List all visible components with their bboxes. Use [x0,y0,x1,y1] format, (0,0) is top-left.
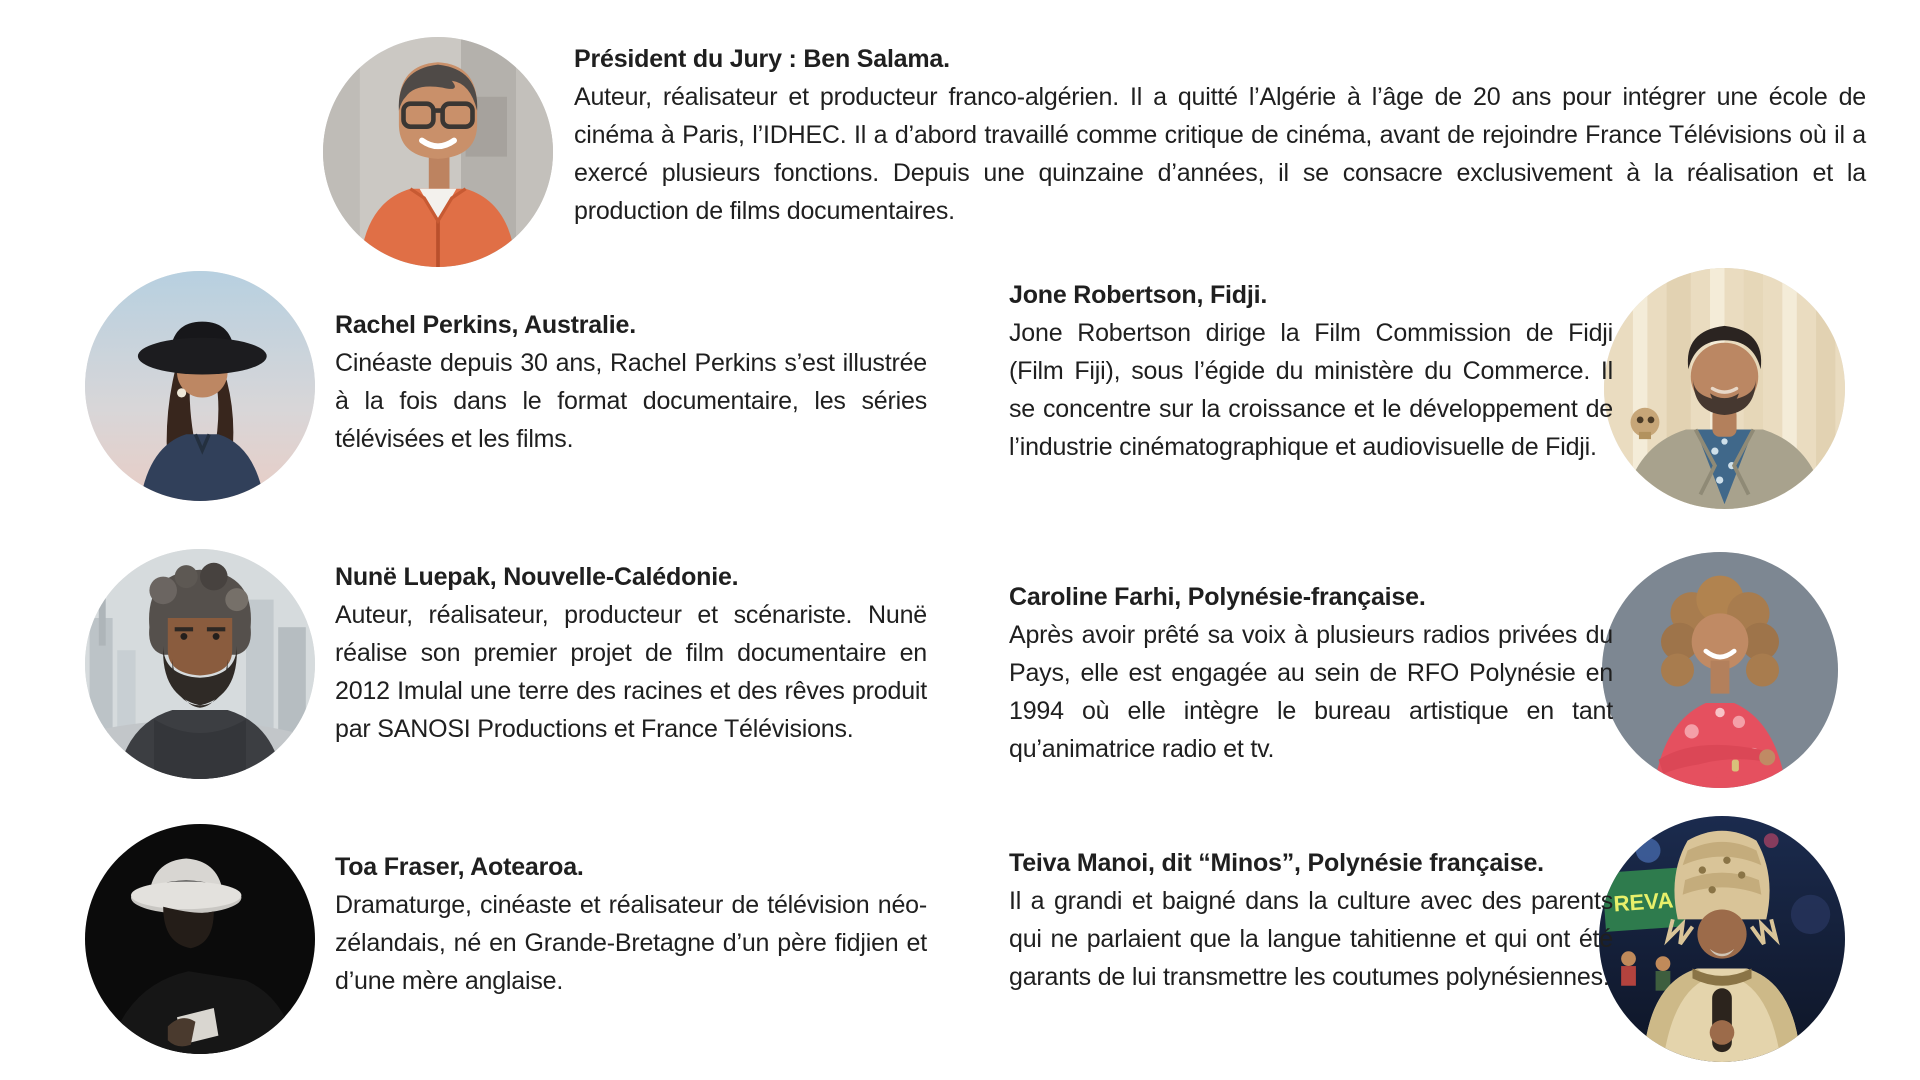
member-card-jone-robertson [1009,276,1613,466]
nune-luepak-portrait-illustration [85,549,315,779]
member-name: Jone Robertson, Fidji. [1009,281,1268,309]
member-name: Nunë Luepak, Nouvelle-Calédonie. [335,563,739,591]
member-bio: Cinéaste depuis 30 ans, Rachel Perkins s’est illustrée à la fois dans le format documentaire, les séries télévisées et les films. [335,349,927,453]
caroline-farhi-portrait-illustration [1602,552,1838,788]
rachel-perkins-portrait-illustration [85,271,315,501]
member-bio: Il a grandi et baigné dans la culture avec des parents qui ne parlaient que la langue tahitienne et qui ont été garants de lui transmettre les coutumes polynésiennes. [1009,887,1613,991]
member-name: Toa Fraser, Aotearoa. [335,853,584,881]
ben-salama-portrait-illustration [323,37,553,267]
member-card-teiva-manoi [1009,844,1613,996]
jone-robertson-portrait-illustration [1604,268,1845,509]
member-bio: Dramaturge, cinéaste et réalisateur de télévision néo-zélandais, né en Grande-Bretagne d’un père fidjien et d’une mère anglaise. [335,891,927,995]
photo-rachel-perkins [85,271,315,501]
photo-nune-luepak [85,549,315,779]
teiva-manoi-portrait-illustration [1599,816,1845,1062]
member-name: Caroline Farhi, Polynésie-française. [1009,583,1426,611]
reva-screen-text: REVA [1612,887,1675,917]
member-bio: Auteur, réalisateur, producteur et scénariste. Nunë réalise son premier projet de film documentaire en 2012 Imulal une terre des racines et des rêves produit par SANOSI Productions et France Télévisions. [335,601,927,743]
photo-caroline-farhi [1602,552,1838,788]
member-name: Rachel Perkins, Australie. [335,311,636,339]
president-name: Président du Jury : Ben Salama. [574,45,950,73]
president-bio: Auteur, réalisateur et producteur franco-algérien. Il a quitté l’Algérie à l’âge de 20 ans pour intégrer une école de cinéma à Paris, l’IDHEC. Il a d’abord travaillé comme critique de cinéma, avant de rejoindre France Télévisions où il a exercé plusieurs fonctions. Depuis une quinzaine d’années, il se consacre exclusivement à la réalisation et la production de films documentaires. [574,83,1866,225]
photo-jone-robertson [1604,268,1845,509]
member-name: Teiva Manoi, dit “Minos”, Polynésie française. [1009,849,1544,877]
member-card-nune-luepak [335,558,927,748]
toa-fraser-portrait-illustration [85,824,315,1054]
photo-ben-salama [323,37,553,267]
member-bio: Jone Robertson dirige la Film Commission de Fidji (Film Fiji), sous l’égide du ministère du Commerce. Il se concentre sur la croissance et le développement de l’industrie cinématographique et audiovisuelle de Fidji. [1009,319,1613,461]
member-card-caroline-farhi [1009,578,1613,768]
member-card-toa-fraser [335,848,927,1000]
member-bio: Après avoir prêté sa voix à plusieurs radios privées du Pays, elle est engagée au sein de RFO Polynésie en 1994 où elle intègre le bureau artistique en tant qu’animatrice radio et tv. [1009,621,1613,763]
photo-teiva-manoi [1599,816,1845,1062]
photo-toa-fraser [85,824,315,1054]
member-card-rachel-perkins [335,306,927,458]
president-section [574,40,1866,230]
